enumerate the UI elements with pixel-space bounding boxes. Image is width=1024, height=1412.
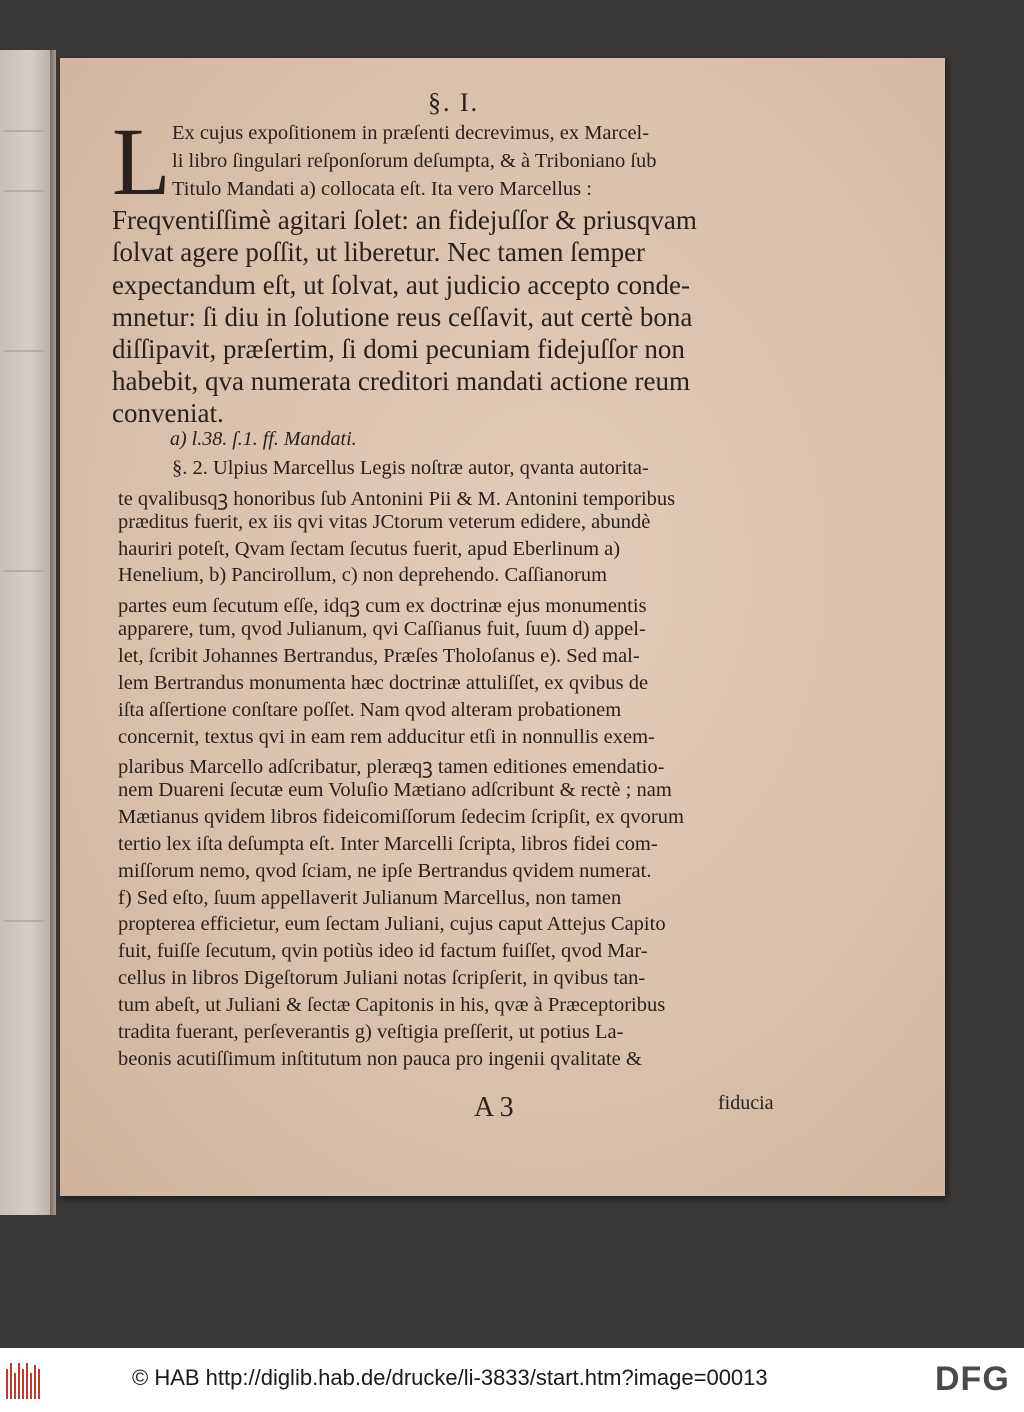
ghost-text-line [4,190,44,192]
ghost-text-line [4,920,44,922]
drop-capital: L [112,108,171,215]
footnote-a: a) l.38. ſ.1. ff. Mandati. [170,428,357,450]
text-line: tum abeſt, ut Juliani & ſectæ Capitonis in his, qvæ à Præceptoribus [118,994,666,1016]
text-line: nem Duareni ſecutæ eum Voluſio Mætiano adſcribunt & rectè ; nam [118,779,672,802]
text-line: Titulo Mandati a) collocata eſt. Ita vero Marcellus : [172,178,592,200]
text-line: li libro ſingulari reſponſorum deſumpta, & à Triboniano ſub [172,150,657,172]
text-line: plaribus Marcello adſcribatur, pleræqꝫ tamen editiones emendatio- [118,756,665,779]
text-line: tradita fuerant, perſeverantis g) veſtigia preſſerit, ut potius La- [118,1020,624,1043]
text-line: propterea efficietur, eum ſectam Juliani, cujus caput Attejus Capito [118,913,666,936]
text-line: ſolvat agere poſſit, ut liberetur. Nec tamen ſemper [112,237,646,267]
text-line: cellus in libros Digeſtorum Juliani notas ſcripſerit, in qvibus tan- [118,967,646,990]
text-line: Mætianus qvidem libros fideicomiſſorum ſedecim ſcripſit, ex qvorum [118,806,684,829]
text-line: f) Sed eſto, ſuum appellaverit Julianum Marcellus, non tamen [118,886,622,909]
text-line: habebit, qva numerata creditori mandati actione reum [112,366,691,396]
text-line: concernit, textus qvi in eam rem adducitur etſi in nonnullis exem- [118,725,655,748]
footer-bar [0,1348,1024,1412]
signature-mark: A 3 [474,1092,514,1123]
hab-logo-icon [6,1359,40,1399]
text-line: tertio lex iſta deſumpta eſt. Inter Marcelli ſcripta, libros fidei com- [118,832,658,855]
text-line: §. 2. Ulpius Marcellus Legis noſtræ autor, qvanta autorita- [172,457,649,479]
text-line: apparere, tum, qvod Julianum, qvi Caſſianus fuit, ſuum d) appel- [118,618,646,641]
text-line: beonis acutiſſimum inſtitutum non pauca pro ingenii qvalitate & [118,1047,642,1070]
text-line: præditus fuerit, ex iis qvi vitas JCtorum veterum edidere, abundè [118,510,651,533]
text-line: expectandum eſt, ut ſolvat, aut judicio accepto conde- [112,270,691,300]
ghost-text-line [4,570,44,572]
text-line: partes eum ſecutum eſſe, idqꝫ cum ex doctrinæ ejus monumentis [118,595,647,618]
text-line: Freqventiſſimè agitari ſolet: an fidejuſſor & priusqvam [112,205,697,235]
text-line: iſta aſſertione conſtare poſſet. Nam qvod alteram probationem [118,698,622,721]
ghost-text-line [4,130,44,132]
copyright-url[interactable]: © HAB http://diglib.hab.de/drucke/li-3833/start.htm?image=00013 [132,1365,768,1390]
ghost-text-line [4,350,44,352]
text-line: let, ſcribit Johannes Bertrandus, Præſes Tholoſanus e). Sed mal- [118,644,640,667]
catchword: fiducia [718,1092,774,1114]
text-line: te qvalibusqꝫ honoribus ſub Antonini Pii & M. Antonini temporibus [118,487,676,510]
text-line: hauriri poteſt, Qvam ſectam ſecutus fuerit, apud Eberlinum a) [118,537,621,560]
text-line: mnetur: ſi diu in ſolutione reus ceſſavit, aut certè bona [112,302,693,332]
text-line: diſſipavit, præſertim, ſi domi pecuniam fidejuſſor non [112,334,685,364]
section-heading: §. I. [428,88,480,117]
text-line: fuit, fuiſſe ſecutum, qvin potiùs ideo id factum fuiſſet, qvod Mar- [118,940,648,963]
text-line: Henelium, b) Pancirollum, c) non deprehendo. Caſſianorum [118,564,608,587]
book-spine [50,50,56,1215]
text-line: conveniat. [112,398,224,428]
text-line: Ex cujus expoſitionem in præſenti decrevimus, ex Marcel- [172,122,650,144]
text-line: lem Bertrandus monumenta hæc doctrinæ attuliſſet, ex qvibus de [118,671,649,694]
dfg-logo: DFG [935,1360,1010,1398]
previous-page-edge [0,50,52,1215]
text-line: miſſorum nemo, qvod ſciam, ne ipſe Bertrandus qvidem numerat. [118,859,652,882]
